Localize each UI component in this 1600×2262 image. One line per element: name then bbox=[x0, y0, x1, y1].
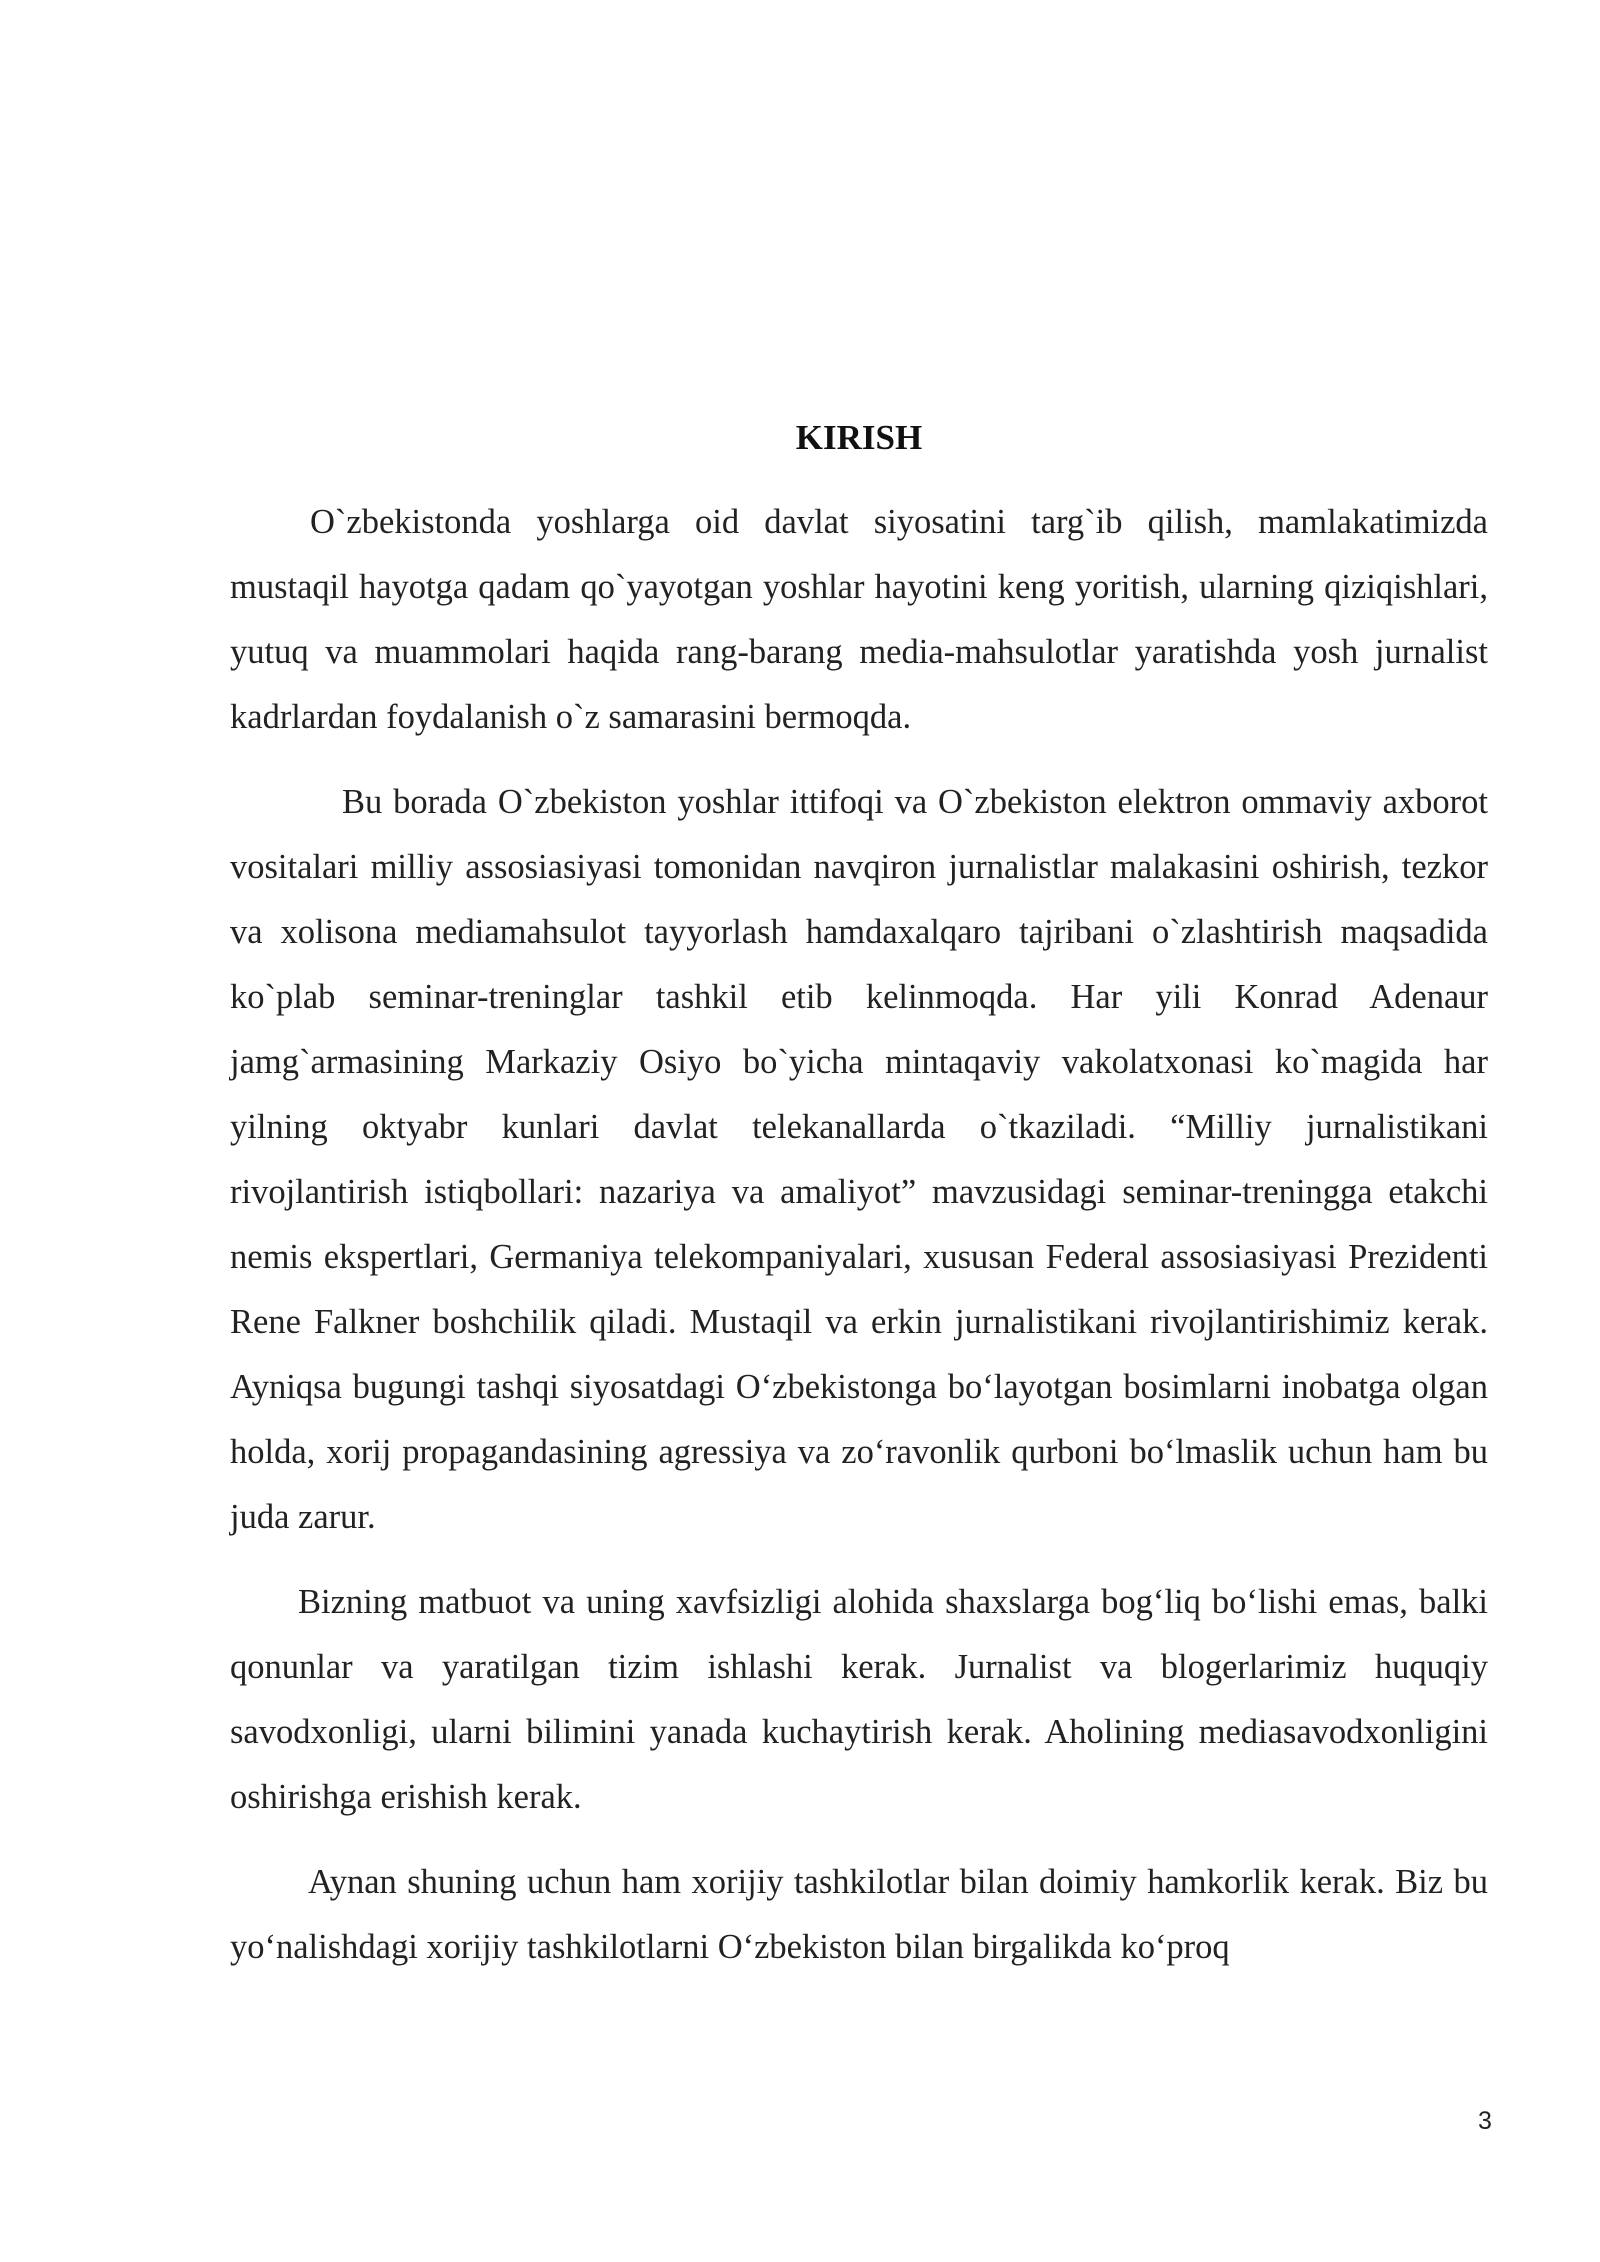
page-body bbox=[230, 405, 1488, 1980]
page-number: 3 bbox=[1478, 2107, 1492, 2135]
paragraph-4: Aynan shuning uchun ham xorijiy tashkilotlar bilan doimiy hamkorlik kerak. Biz bu yo‘nalishdagi xorijiy tashkilotlarni O‘zbekiston bilan birgalikda ko‘proq bbox=[230, 1863, 1488, 1966]
paragraph-2: Bu borada O`zbekiston yoshlar ittifoqi va O`zbekiston elektron ommaviy axborot vositalari milliy assosiasiyasi tomonidan navqiron jurnalistlar malakasini oshirish, tezkor va xolisona mediamahsulot tayyorlash hamdaxalqaro tajribani o`zlashtirish maqsadida ko`plab seminar-treninglar tashkil etib kelinmoqda. Har yili Konrad Adenaur jamg`armasining Markaziy Osiyo bo`yicha mintaqaviy vakolatxonasi ko`magida har yilning oktyabr kunlari davlat telekanallarda o`tkaziladi. “Milliy jurnalistikani rivojlantirish istiqbollari: nazariya va amaliyot” mavzusidagi seminar-treningga etakchi nemis ekspertlari, Germaniya telekompaniyalari, xususan Federal assosiasiyasi Prezidenti Rene Falkner boshchilik qiladi. Mustaqil va erkin jurnalistikani rivojlantirishimiz kerak. Ayniqsa bugungi tashqi siyosatdagi O‘zbekistonga bo‘layotgan bosimlarni inobatga olgan holda, xorij propagandasining agressiya va zo‘ravonlik qurboni bo‘lmaslik uchun ham bu juda zarur. bbox=[230, 783, 1488, 1536]
section-heading: KIRISH bbox=[795, 418, 923, 457]
paragraph-1: O`zbekistonda yoshlarga oid davlat siyosatini targ`ib qilish, mamlakatimizda mustaqil hayotga qadam qo`yayotgan yoshlar hayotini keng yoritish, ularning qiziqishlari, yutuq va muammolari haqida rang-barang media-mahsulotlar yaratishda yosh jurnalist kadrlardan foydalanish o`z samarasini bermoqda. bbox=[230, 503, 1488, 736]
paragraph-3: Bizning matbuot va uning xavfsizligi alohida shaxslarga bog‘liq bo‘lishi emas, balki qonunlar va yaratilgan tizim ishlashi kerak. Jurnalist va blogerlarimiz huquqiy savodxonligi, ularni bilimini yanada kuchaytirish kerak. Aholining mediasavodxonligini oshirishga erishish kerak. bbox=[230, 1583, 1488, 1816]
